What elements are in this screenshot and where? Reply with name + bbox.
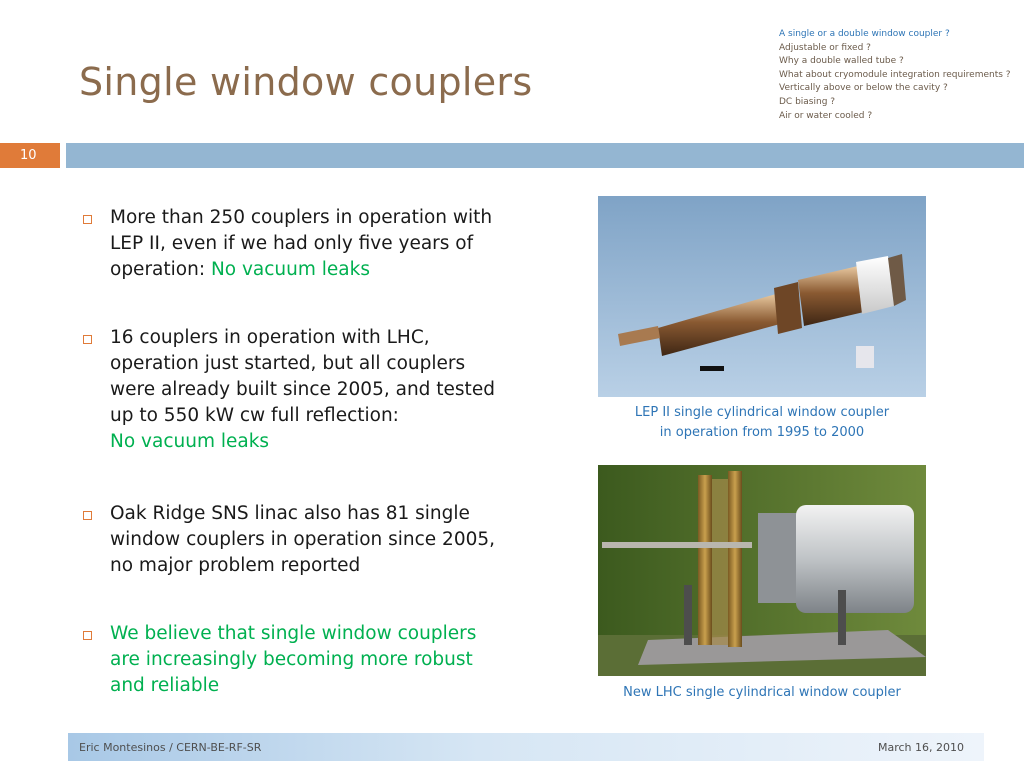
agenda-item: A single or a double window coupler ? <box>779 29 950 39</box>
lhc-coupler-caption: New LHC single cylindrical window coupler <box>623 685 901 700</box>
bullet-item <box>80 205 510 283</box>
slide-number: 10 <box>20 148 37 163</box>
bullet-item <box>80 325 510 455</box>
agenda-item: Vertically above or below the cavity ? <box>779 83 948 94</box>
agenda-item: Adjustable or fixed ? <box>779 42 871 53</box>
bullet-highlight: We believe that single window couplers are increasingly becoming more robust and reliable <box>110 623 477 696</box>
agenda-item: Why a double walled tube ? <box>779 56 904 67</box>
bullet-marker-icon <box>83 631 92 640</box>
bullet-marker-icon <box>83 511 92 520</box>
footer-author: Eric Montesinos / CERN-BE-RF-SR <box>79 741 262 754</box>
agenda-list <box>779 28 1011 123</box>
agenda-item: What about cryomodule integration requirements ? <box>779 69 1011 80</box>
bullet-highlight: No vacuum leaks <box>110 431 270 452</box>
caption-line: in operation from 1995 to 2000 <box>659 425 865 440</box>
lep-coupler-caption <box>598 403 926 443</box>
agenda-item: Air or water cooled ? <box>779 110 873 121</box>
bullet-text: 16 couplers in operation with LHC, operation just started, but all couplers were already built since 2005, and tested up to 550 kW cw full reflection: <box>110 327 495 426</box>
bullet-text: More than 250 couplers in operation with LEP II, even if we had only five years of operation: <box>110 207 493 280</box>
lhc-coupler-photo <box>598 465 926 676</box>
footer-date: March 16, 2010 <box>878 741 965 754</box>
bullet-item <box>80 501 510 579</box>
caption-line: LEP II single cylindrical window coupler <box>634 405 890 420</box>
bullet-highlight: No vacuum leaks <box>210 259 370 280</box>
header-divider-bar <box>66 143 1024 168</box>
bullet-item <box>80 621 510 699</box>
bullet-marker-icon <box>83 335 92 344</box>
bullet-text: Oak Ridge SNS linac also has 81 single window couplers in operation since 2005, no major problem reported <box>110 503 496 576</box>
bullet-marker-icon <box>83 215 92 224</box>
lep-coupler-photo <box>598 196 926 397</box>
slide-title: Single window couplers <box>79 60 533 104</box>
agenda-item: DC biasing ? <box>779 96 836 107</box>
